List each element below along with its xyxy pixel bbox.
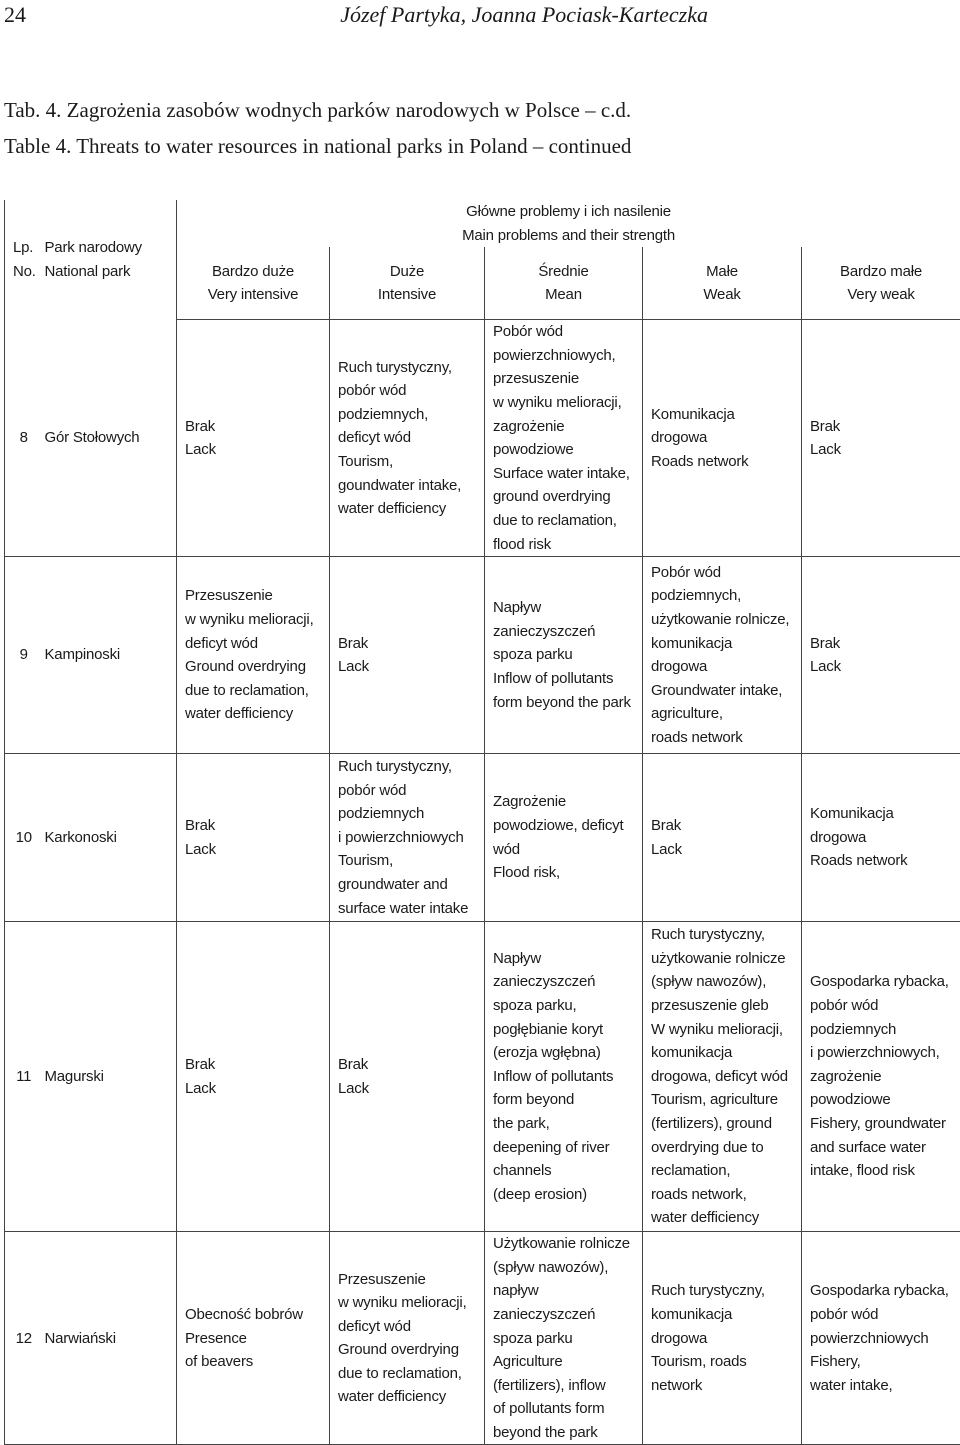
cell-intensive [330,754,485,922]
cell-text-line: Lack [810,438,960,462]
cell-text-line: podziemnych [338,802,484,826]
cell-text-line: water defficiency [338,1385,484,1409]
cell-text-line: Obecność bobrów [185,1303,329,1327]
cell-text-line: drogowa [651,655,801,679]
cell-text-line: roads network, [651,1183,801,1207]
cell-text-line: użytkowanie rolnicze, [651,608,801,632]
row-number: 8 [5,320,43,557]
table-row [5,922,960,1232]
cell-text-line: due to reclamation, [493,509,642,533]
cell-text-line: Lack [185,838,329,862]
column-header-weak: Małe Weak [643,247,802,320]
cell-text-line: flood risk [493,533,642,557]
cell-text-line: (deep erosion) [493,1183,642,1207]
page-header [0,0,960,28]
cell-text-line: Napływ [493,596,642,620]
park-name: Karkonoski [43,754,177,922]
cell-text-line: Brak [810,415,960,439]
column-header-main-problems: Główne problemy i ich nasilenie Main problems and their strength [177,200,960,247]
cell-text-line: Lack [338,1077,484,1101]
row-number: 11 [5,922,43,1232]
cell-text-line: due to reclamation, [338,1362,484,1386]
cell-text-line: Ruch turystyczny, [338,755,484,779]
cell-text-line: i powierzchniowych, [810,1041,960,1065]
cell-text-line: groundwater and [338,873,484,897]
park-name: Gór Stołowych [43,320,177,557]
cell-text-line: Roads network [810,849,960,873]
cell-weak [643,1232,802,1445]
cell-text-line: Fishery, groundwater [810,1112,960,1136]
column-header-mean: Średnie Mean [485,247,643,320]
cell-text-line: Lack [185,1077,329,1101]
cell-text-line: surface water intake [338,897,484,921]
cell-text-line: Ruch turystyczny, [651,923,801,947]
table-caption-polish: Tab. 4. Zagrożenia zasobów wodnych parków narodowych w Polsce – c.d. [4,98,631,123]
cell-text-line: spoza parku, [493,994,642,1018]
cell-text-line: Ground overdrying [338,1338,484,1362]
cell-text-line: Inflow of pollutants [493,667,642,691]
cell-text-line: Ruch turystyczny, [651,1279,801,1303]
cell-very-intensive [177,557,330,754]
cell-text-line: Groundwater intake, [651,679,801,703]
cell-text-line: Agriculture [493,1350,642,1374]
cell-text-line: zagrożenie [810,1065,960,1089]
cell-text-line: due to reclamation, [185,679,329,703]
cell-text-line: water intake, [810,1374,960,1398]
cell-text-line: ground overdrying [493,485,642,509]
cell-intensive [330,922,485,1232]
row-number: 10 [5,754,43,922]
cell-text-line: Lack [651,838,801,862]
cell-text-line: i powierzchniowych [338,826,484,850]
cell-very-weak [802,754,960,922]
column-header-very-weak: Bardzo małe Very weak [802,247,960,320]
cell-text-line: Brak [185,814,329,838]
cell-text-line: spoza parku [493,1327,642,1351]
cell-text-line: Brak [185,1053,329,1077]
running-title: Józef Partyka, Joanna Pociask-Karteczka [340,2,708,28]
cell-very-weak [802,1232,960,1445]
cell-very-intensive [177,922,330,1232]
cell-text-line: użytkowanie rolnicze [651,947,801,971]
cell-text-line: podziemnych, [651,584,801,608]
cell-text-line: (spływ nawozów), [493,1256,642,1280]
cell-text-line: w wyniku melioracji, [185,608,329,632]
cell-text-line: Ground overdrying [185,655,329,679]
table-row [5,754,960,922]
cell-text-line: zagrożenie [493,415,642,439]
cell-intensive [330,1232,485,1445]
row-number: 12 [5,1232,43,1445]
cell-text-line: napływ [493,1279,642,1303]
cell-text-line: deficyt wód [338,1315,484,1339]
table-caption-english: Table 4. Threats to water resources in national parks in Poland – continued [4,134,631,159]
cell-text-line: Zagrożenie [493,790,642,814]
cell-text-line: Gospodarka rybacka, [810,1279,960,1303]
cell-text-line: reclamation, [651,1159,801,1183]
cell-text-line: of pollutants form [493,1397,642,1421]
cell-text-line: pobór wód [810,994,960,1018]
cell-text-line: drogowa [810,826,960,850]
cell-intensive [330,557,485,754]
cell-text-line: (erozja wgłębna) [493,1041,642,1065]
cell-text-line: (fertilizers), inflow [493,1374,642,1398]
cell-text-line: komunikacja [651,632,801,656]
cell-text-line: (spływ nawozów), [651,970,801,994]
cell-weak [643,557,802,754]
cell-text-line: Brak [338,1053,484,1077]
cell-text-line: drogowa [651,1327,801,1351]
cell-text-line: zanieczyszczeń [493,1303,642,1327]
cell-mean [485,557,643,754]
cell-text-line: deficyt wód [185,632,329,656]
cell-text-line: Napływ [493,947,642,971]
cell-text-line: przesuszenie [493,367,642,391]
cell-text-line: Presence [185,1327,329,1351]
cell-text-line: komunikacja [651,1041,801,1065]
cell-text-line: drogowa [651,426,801,450]
cell-text-line: w wyniku melioracji, [493,391,642,415]
cell-text-line: form beyond [493,1088,642,1112]
cell-text-line: form beyond the park [493,691,642,715]
page-number: 24 [4,2,26,28]
cell-text-line: Lack [338,655,484,679]
cell-text-line: Pobór wód [651,561,801,585]
cell-text-line: water defficiency [651,1206,801,1230]
cell-text-line: water defficiency [338,497,484,521]
cell-text-line: Pobór wód [493,320,642,344]
cell-very-intensive [177,754,330,922]
table-row [5,1232,960,1445]
cell-mean [485,922,643,1232]
cell-text-line: Brak [651,814,801,838]
cell-weak [643,922,802,1232]
column-header-intensive: Duże Intensive [330,247,485,320]
cell-text-line: Inflow of pollutants [493,1065,642,1089]
cell-text-line: powierzchniowych [810,1327,960,1351]
cell-text-line: zanieczyszczeń [493,620,642,644]
cell-very-weak [802,557,960,754]
cell-text-line: and surface water [810,1136,960,1160]
cell-text-line: Tourism, [338,450,484,474]
cell-text-line: powodziowe, deficyt [493,814,642,838]
cell-text-line: of beavers [185,1350,329,1374]
cell-text-line: przesuszenie gleb [651,994,801,1018]
cell-text-line: Lack [810,655,960,679]
cell-text-line: powodziowe [810,1088,960,1112]
cell-text-line: Ruch turystyczny, [338,356,484,380]
park-name: Magurski [43,922,177,1232]
cell-text-line: Komunikacja [651,403,801,427]
header-row-group [5,200,960,247]
cell-text-line: Przesuszenie [185,584,329,608]
threats-table [4,200,960,1445]
cell-text-line: Roads network [651,450,801,474]
column-header-park: Park narodowy National park [43,200,177,320]
cell-mean [485,754,643,922]
cell-mean [485,1232,643,1445]
table-body [5,320,960,1445]
cell-text-line: wód [493,838,642,862]
cell-text-line: Surface water intake, [493,462,642,486]
cell-text-line: pobór wód [810,1303,960,1327]
table-row [5,320,960,557]
cell-mean [485,320,643,557]
cell-text-line: Tourism, [338,849,484,873]
cell-text-line: goundwater intake, [338,474,484,498]
cell-text-line: Brak [185,415,329,439]
cell-intensive [330,320,485,557]
cell-very-intensive [177,1232,330,1445]
cell-text-line: intake, flood risk [810,1159,960,1183]
cell-text-line: podziemnych [810,1018,960,1042]
cell-text-line: pobór wód [338,379,484,403]
column-header-lp: Lp. No. [5,200,43,320]
cell-text-line: network [651,1374,801,1398]
cell-weak [643,320,802,557]
cell-text-line: powierzchniowych, [493,344,642,368]
cell-text-line: Komunikacja [810,802,960,826]
cell-text-line: water defficiency [185,702,329,726]
cell-text-line: Flood risk, [493,861,642,885]
cell-text-line: Tourism, roads [651,1350,801,1374]
cell-text-line: W wyniku melioracji, [651,1018,801,1042]
cell-very-intensive [177,320,330,557]
cell-text-line: (fertilizers), ground [651,1112,801,1136]
cell-text-line: Lack [185,438,329,462]
park-name: Narwiański [43,1232,177,1445]
cell-text-line: w wyniku melioracji, [338,1291,484,1315]
cell-text-line: channels [493,1159,642,1183]
cell-text-line: deepening of river [493,1136,642,1160]
cell-text-line: Tourism, agriculture [651,1088,801,1112]
cell-text-line: pobór wód [338,779,484,803]
table-row [5,557,960,754]
cell-text-line: the park, [493,1112,642,1136]
cell-text-line: Gospodarka rybacka, [810,970,960,994]
cell-text-line: roads network [651,726,801,750]
cell-text-line: podziemnych, [338,403,484,427]
cell-weak [643,754,802,922]
cell-text-line: Fishery, [810,1350,960,1374]
cell-text-line: spoza parku [493,643,642,667]
cell-text-line: drogowa, deficyt wód [651,1065,801,1089]
cell-text-line: Brak [338,632,484,656]
cell-text-line: agriculture, [651,702,801,726]
cell-very-weak [802,922,960,1232]
park-name: Kampinoski [43,557,177,754]
cell-text-line: komunikacja [651,1303,801,1327]
cell-text-line: overdrying due to [651,1136,801,1160]
cell-text-line: Brak [810,632,960,656]
cell-very-weak [802,320,960,557]
column-header-very-intensive: Bardzo duże Very intensive [177,247,330,320]
row-number: 9 [5,557,43,754]
cell-text-line: powodziowe [493,438,642,462]
cell-text-line: deficyt wód [338,426,484,450]
cell-text-line: beyond the park [493,1421,642,1445]
cell-text-line: pogłębianie koryt [493,1018,642,1042]
cell-text-line: Przesuszenie [338,1268,484,1292]
cell-text-line: Użytkowanie rolnicze [493,1232,642,1256]
cell-text-line: zanieczyszczeń [493,970,642,994]
